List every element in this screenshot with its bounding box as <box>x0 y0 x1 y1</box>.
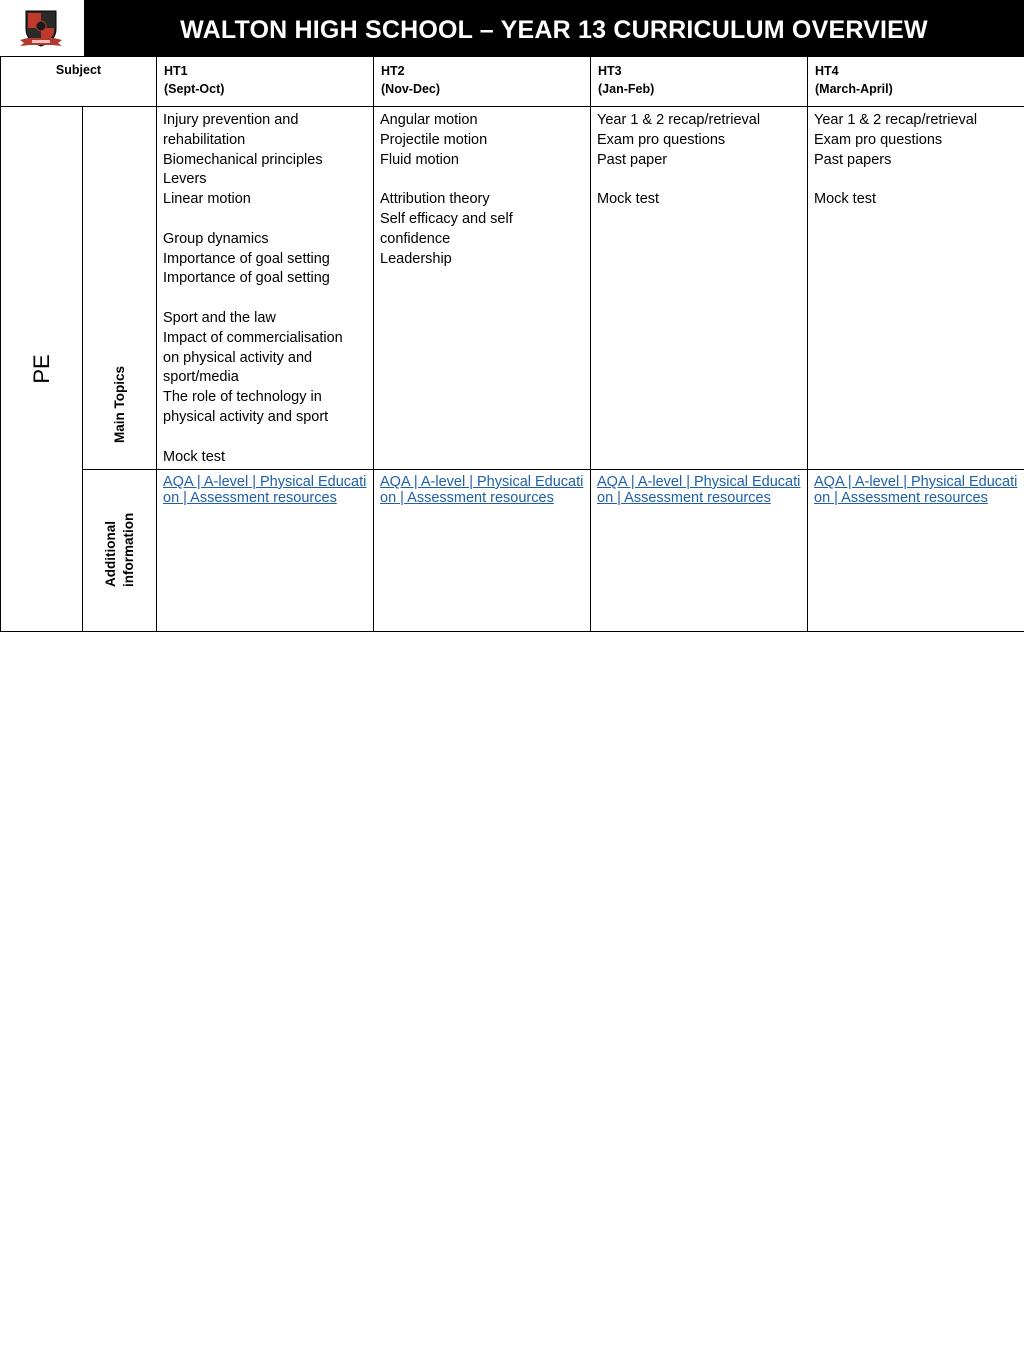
topic-line: Impact of commercialisation <box>163 329 343 346</box>
topic-line: Self efficacy and self <box>380 210 513 227</box>
topic-line: Past papers <box>814 151 892 168</box>
topic-line: Group dynamics <box>163 230 269 247</box>
topic-line: sport/media <box>163 369 239 386</box>
header-row <box>1 57 1024 107</box>
topic-line: Mock test <box>163 448 226 465</box>
topic-line: confidence <box>380 230 451 247</box>
row-label-cell-additional <box>83 470 157 632</box>
column-period-label: (Sept-Oct) <box>164 82 225 96</box>
page-title: WALTON HIGH SCHOOL – YEAR 13 CURRICULUM OVERVIEW <box>180 16 928 44</box>
topic-line: Mock test <box>814 191 877 208</box>
column-header-ht1 <box>157 57 374 107</box>
topic-line: Exam pro questions <box>814 131 943 148</box>
logo-container <box>0 0 84 57</box>
column-header-ht4 <box>808 57 1024 107</box>
topic-line: Past paper <box>597 151 668 168</box>
header-banner <box>0 0 1024 57</box>
topics-cell-ht2 <box>374 107 591 470</box>
column-ht-label: HT2 <box>381 64 405 78</box>
topics-cell-ht4 <box>808 107 1024 470</box>
topic-line <box>163 210 369 230</box>
info-cell-ht4 <box>808 470 1024 632</box>
topic-line: Exam pro questions <box>597 131 726 148</box>
main-topics-row <box>1 107 1024 470</box>
row-label-line: Additional <box>102 521 118 587</box>
column-header-ht3 <box>591 57 808 107</box>
topics-cell-ht1 <box>157 107 374 470</box>
topic-line: Year 1 & 2 recap/retrieval <box>597 112 761 128</box>
info-cell-ht1 <box>157 470 374 632</box>
topic-line: The role of technology in <box>163 389 322 406</box>
topic-line <box>163 289 369 309</box>
curriculum-table <box>0 56 1024 632</box>
topic-line: Linear motion <box>163 191 251 208</box>
column-ht-label: HT4 <box>815 64 839 78</box>
aqa-resources-link[interactable]: AQA | A-level | Physical Education | Assessment resources <box>597 474 801 506</box>
aqa-resources-link[interactable]: AQA | A-level | Physical Education | Assessment resources <box>814 474 1018 506</box>
topic-line: rehabilitation <box>163 131 246 148</box>
aqa-resources-link[interactable]: AQA | A-level | Physical Education | Assessment resources <box>380 474 584 506</box>
subject-cell <box>1 107 83 632</box>
topic-line: Injury prevention and <box>163 112 299 128</box>
info-cell-ht3 <box>591 470 808 632</box>
topic-line: Projectile motion <box>380 131 488 148</box>
topic-line: Sport and the law <box>163 309 276 326</box>
additional-info-row <box>1 470 1024 632</box>
topic-line <box>814 170 1020 190</box>
column-ht-label: HT3 <box>598 64 622 78</box>
topic-line: Importance of goal setting <box>163 250 330 267</box>
row-label-additional <box>102 513 138 587</box>
topic-line <box>380 170 586 190</box>
topic-line: Mock test <box>597 191 660 208</box>
topic-line: Levers <box>163 171 207 188</box>
topic-line <box>597 170 803 190</box>
column-period-label: (Nov-Dec) <box>381 82 441 96</box>
column-period-label: (Jan-Feb) <box>598 82 655 96</box>
topic-line: Angular motion <box>380 112 478 128</box>
topic-line: physical activity and sport <box>163 408 329 425</box>
subject-header: Subject <box>1 57 157 107</box>
topic-line: Importance of goal setting <box>163 270 330 287</box>
column-header-ht2 <box>374 57 591 107</box>
topic-line: Year 1 & 2 recap/retrieval <box>814 112 978 128</box>
column-ht-label: HT1 <box>164 64 188 78</box>
topic-line: on physical activity and <box>163 349 313 366</box>
column-period-label: (March-April) <box>815 82 893 96</box>
subject-label: PE <box>28 354 54 384</box>
topic-line: Leadership <box>380 250 452 267</box>
row-label-cell-main-topics <box>83 107 157 470</box>
topic-line: Fluid motion <box>380 151 459 168</box>
topic-line: Attribution theory <box>380 191 490 208</box>
school-crest-icon <box>20 9 62 49</box>
topics-cell-ht3 <box>591 107 808 470</box>
topic-line <box>163 428 369 448</box>
topic-line: Biomechanical principles <box>163 151 323 168</box>
row-label-main-topics: Main Topics <box>111 365 127 443</box>
row-label-line: information <box>120 512 136 587</box>
info-cell-ht2 <box>374 470 591 632</box>
aqa-resources-link[interactable]: AQA | A-level | Physical Education | Assessment resources <box>163 474 367 506</box>
